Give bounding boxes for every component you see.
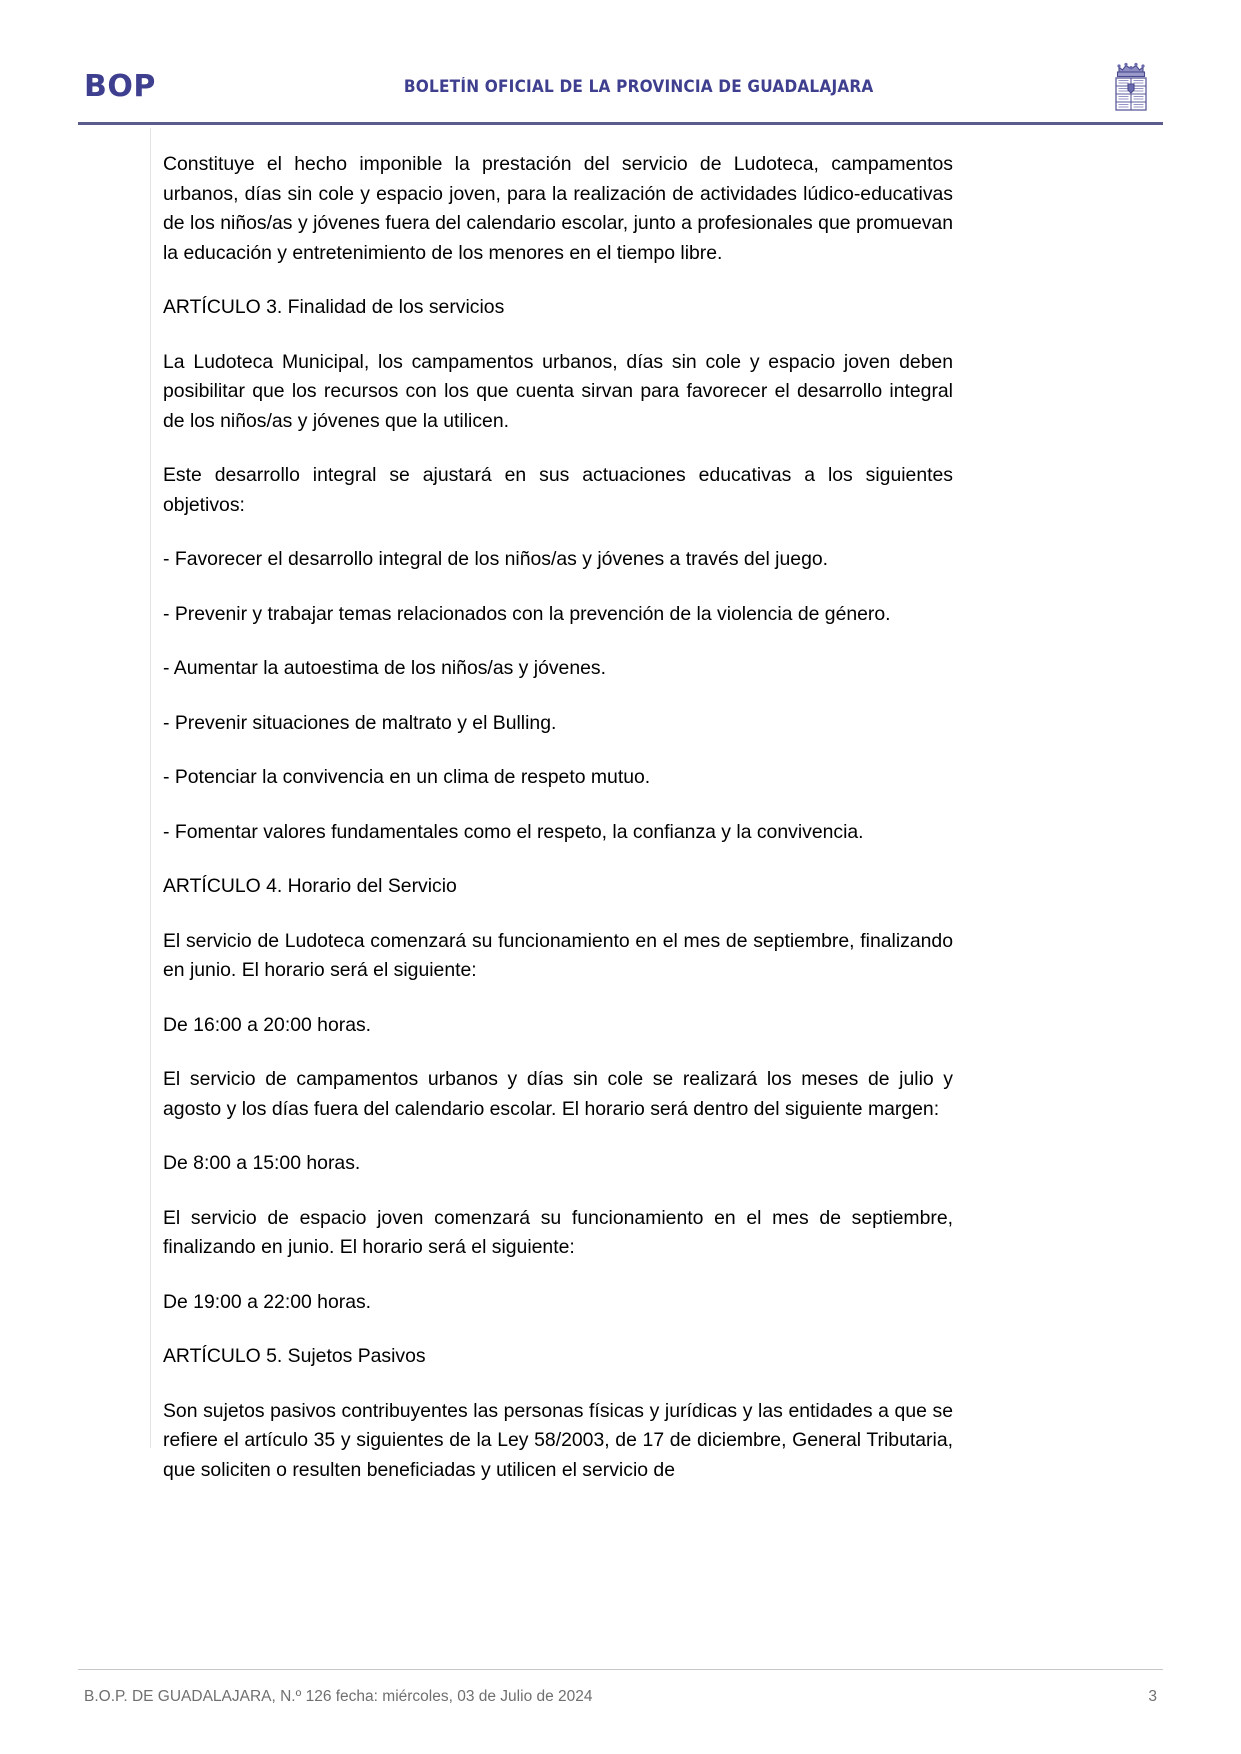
body-paragraph: El servicio de espacio joven comenzará su funcionamiento en el mes de septiembre, finalizando en junio. El horario será el siguiente:: [163, 1206, 953, 1258]
body-paragraph: Constituye el hecho imponible la prestación del servicio de Ludoteca, campamentos urbanos, días sin cole y espacio joven, para la realización de actividades lúdico-educativas de los niños/as y jóvenes fuera del calendario escolar, junto a profesionales que promuevan la educación y entretenimiento de los menores en el tiempo libre.: [163, 153, 953, 264]
body-paragraph: Este desarrollo integral se ajustará en sus actuaciones educativas a los siguientes objetivos:: [163, 464, 953, 516]
schedule-line: De 19:00 a 22:00 horas.: [163, 1290, 372, 1313]
objective-list-item: - Potenciar la convivencia en un clima de respeto mutuo.: [163, 766, 651, 788]
page-header: [84, 52, 1157, 120]
coat-of-arms-icon: [1105, 55, 1157, 117]
footer-publication-info: B.O.P. DE GUADALAJARA, N.º 126 fecha: miércoles, 03 de Julio de 2024: [84, 1688, 593, 1705]
article-heading: ARTÍCULO 4. Horario del Servicio: [163, 875, 457, 897]
left-margin-rule: [150, 128, 151, 1448]
document-body: [163, 150, 953, 1485]
bulletin-title: BOLETÍN OFICIAL DE LA PROVINCIA DE GUADALAJARA: [403, 76, 874, 96]
objective-list-item: - Fomentar valores fundamentales como el respeto, la confianza y la convivencia.: [163, 820, 864, 843]
bop-logo: BOP: [84, 68, 156, 104]
body-paragraph: El servicio de Ludoteca comenzará su funcionamiento en el mes de septiembre, finalizando en junio. El horario será el siguiente:: [163, 929, 953, 981]
header-divider: [78, 122, 1163, 125]
schedule-line: De 8:00 a 15:00 horas.: [163, 1152, 361, 1174]
body-paragraph: El servicio de campamentos urbanos y días sin cole se realizará los meses de julio y agosto y los días fuera del calendario escolar. El horario será dentro del siguiente margen:: [163, 1068, 953, 1120]
article-heading: ARTÍCULO 3. Finalidad de los servicios: [163, 296, 505, 318]
footer-page-number: 3: [1148, 1688, 1157, 1705]
body-paragraph: La Ludoteca Municipal, los campamentos urbanos, días sin cole y espacio joven deben posibilitar que los recursos con los que cuenta sirvan para favorecer el desarrollo integral de los niños/as y jóvenes que la utilicen.: [163, 350, 953, 432]
schedule-line: De 16:00 a 20:00 horas.: [163, 1013, 372, 1036]
objective-list-item: - Favorecer el desarrollo integral de los niños/as y jóvenes a través del juego.: [163, 548, 829, 570]
objective-list-item: - Prevenir y trabajar temas relacionados con la prevención de la violencia de género.: [163, 602, 891, 625]
body-paragraph: Son sujetos pasivos contribuyentes las personas físicas y jurídicas y las entidades a que se refiere el artículo 35 y siguientes de la Ley 58/2003, de 17 de diciembre, General Tributaria, que soliciten o resulten beneficiadas y utilicen el servicio de: [163, 1399, 953, 1481]
footer-divider: [78, 1669, 1163, 1670]
page-footer: [84, 1688, 1157, 1706]
objective-list-item: - Aumentar la autoestima de los niños/as y jóvenes.: [163, 657, 606, 679]
objective-list-item: - Prevenir situaciones de maltrato y el Bulling.: [163, 711, 557, 734]
article-heading: ARTÍCULO 5. Sujetos Pasivos: [163, 1345, 426, 1367]
